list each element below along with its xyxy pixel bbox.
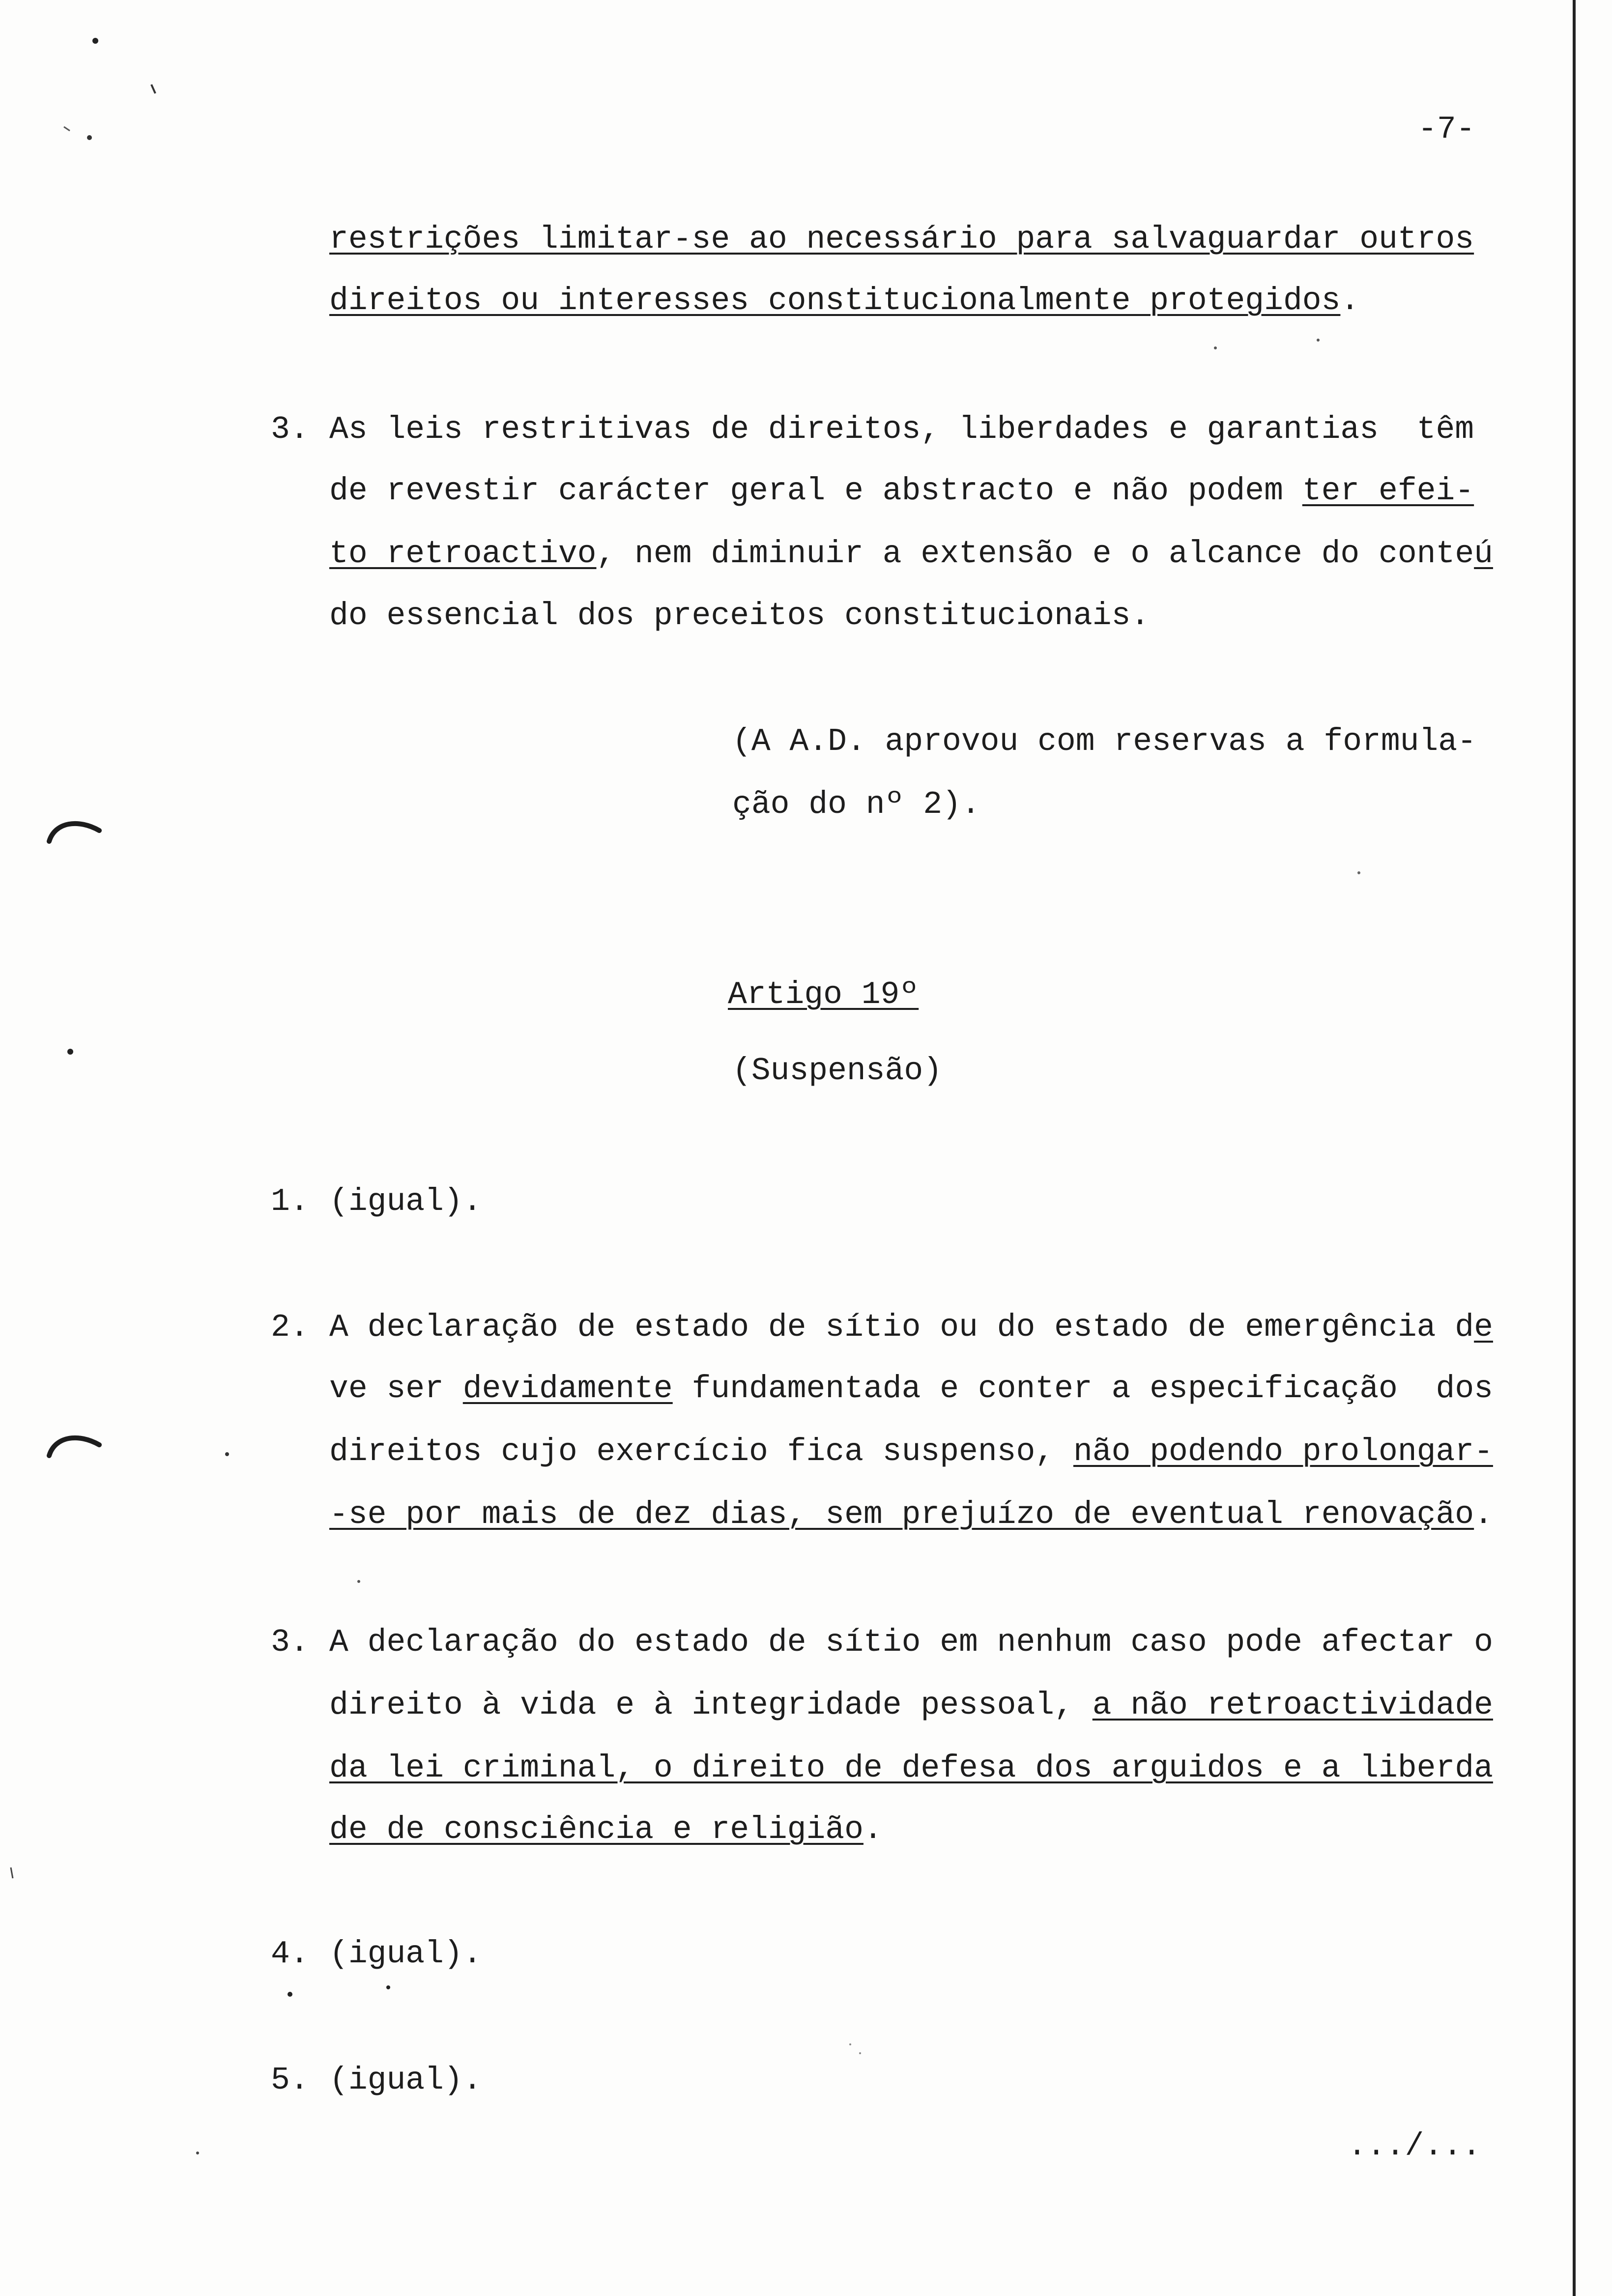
scan-speck — [225, 1452, 229, 1456]
scan-speck — [1317, 339, 1320, 342]
note-text: (A A.D. aprovou com reservas a formula- — [732, 724, 1476, 760]
amended-text: -se por mais de dez dias, sem prejuízo de eventual renovação — [329, 1497, 1474, 1533]
item-line — [329, 535, 1493, 574]
text-fragment: do essencial dos preceitos constitucionais. — [329, 598, 1150, 634]
text-fragment: ve ser — [329, 1371, 463, 1407]
note-line — [732, 722, 1476, 762]
punch-hole-arc — [49, 1438, 99, 1456]
amended-text: to retroactivo — [329, 536, 597, 572]
intro-line — [329, 282, 1359, 321]
continuation-marker: .../... — [1348, 2128, 1481, 2164]
article-subtitle-text: (Suspensão) — [732, 1053, 943, 1089]
item-line — [329, 597, 1150, 636]
amended-text: da lei criminal, o direito de defesa dos arguidos e a liberda — [329, 1751, 1493, 1786]
item-line — [329, 472, 1474, 511]
text-fragment: . — [1474, 1497, 1493, 1533]
item-line — [329, 1623, 1493, 1663]
item-number: 3. — [271, 412, 309, 448]
scan-speck — [1357, 871, 1360, 874]
amended-text: não podendo prolongar- — [1073, 1434, 1493, 1470]
amended-text: restrições limitar-se ao necessário para salvaguardar outros — [329, 222, 1474, 258]
scan-speck — [357, 1580, 360, 1583]
amended-text: e — [1474, 1310, 1493, 1346]
scan-speck — [151, 85, 155, 93]
scan-speck — [64, 127, 70, 131]
scan-speck — [196, 2152, 199, 2154]
scan-speck — [849, 2043, 851, 2045]
scan-speck — [1214, 346, 1217, 349]
item-line — [329, 1308, 1493, 1348]
amended-text: a não retroactividade — [1092, 1688, 1493, 1723]
page-number: -7- — [1418, 112, 1475, 147]
item-number: 5. — [271, 2063, 309, 2098]
page-edge-line — [1573, 0, 1576, 2296]
item-line — [329, 1495, 1493, 1535]
intro-line — [329, 220, 1474, 259]
scan-speck — [87, 135, 92, 140]
scan-speck — [859, 2052, 861, 2054]
item-number: 1. — [271, 1184, 309, 1220]
article-title — [728, 976, 919, 1015]
item-line — [329, 2061, 482, 2100]
item-number: 3. — [271, 1625, 309, 1661]
amended-text: devidamente — [462, 1371, 673, 1407]
text-fragment: , nem diminuir a extensão e o alcance do conte — [596, 536, 1474, 572]
text-fragment: direitos cujo exercício fica suspenso, — [329, 1434, 1073, 1470]
amended-text: ú — [1474, 536, 1493, 572]
text-fragment: . — [863, 1812, 883, 1848]
text-fragment: A declaração do estado de sítio em nenhum caso pode afectar o — [329, 1625, 1493, 1661]
note-text: ção do nº 2). — [732, 787, 980, 823]
item-line — [329, 1686, 1493, 1725]
item-number: 2. — [271, 1310, 309, 1346]
article-subtitle — [732, 1052, 942, 1091]
text-fragment: (igual). — [329, 2063, 482, 2098]
note-line — [732, 785, 980, 825]
text-fragment: . — [1340, 283, 1360, 319]
article-title-text: Artigo 19º — [728, 977, 919, 1013]
item-number: 4. — [271, 1936, 309, 1972]
amended-text: direitos ou interesses constitucionalmente protegidos — [329, 283, 1341, 319]
amended-text: de de consciência e religião — [329, 1812, 864, 1848]
text-fragment: direito à vida e à integridade pessoal, — [329, 1688, 1093, 1723]
item-line — [329, 1433, 1493, 1472]
item-line — [329, 1182, 482, 1222]
item-line — [329, 1810, 883, 1850]
scan-speck — [386, 1985, 390, 1989]
scan-speck — [67, 1049, 73, 1055]
text-fragment: (igual). — [329, 1184, 482, 1220]
text-fragment: As leis restritivas de direitos, liberdades e garantias têm — [329, 412, 1474, 448]
scan-speck — [288, 1992, 292, 1997]
item-line — [329, 1749, 1493, 1788]
scan-speck — [11, 1867, 13, 1878]
scan-speck — [92, 38, 98, 44]
text-fragment: de revestir carácter geral e abstracto e não podem — [329, 473, 1302, 509]
punch-hole-arc — [49, 824, 99, 841]
amended-text: ter efei- — [1302, 473, 1474, 509]
text-fragment: fundamentada e conter a especificação dos — [672, 1371, 1493, 1407]
item-line — [329, 1935, 482, 1974]
item-line — [329, 1370, 1493, 1409]
item-line — [329, 410, 1474, 450]
text-fragment: A declaração de estado de sítio ou do estado de emergência d — [329, 1310, 1474, 1346]
text-fragment: (igual). — [329, 1936, 482, 1972]
